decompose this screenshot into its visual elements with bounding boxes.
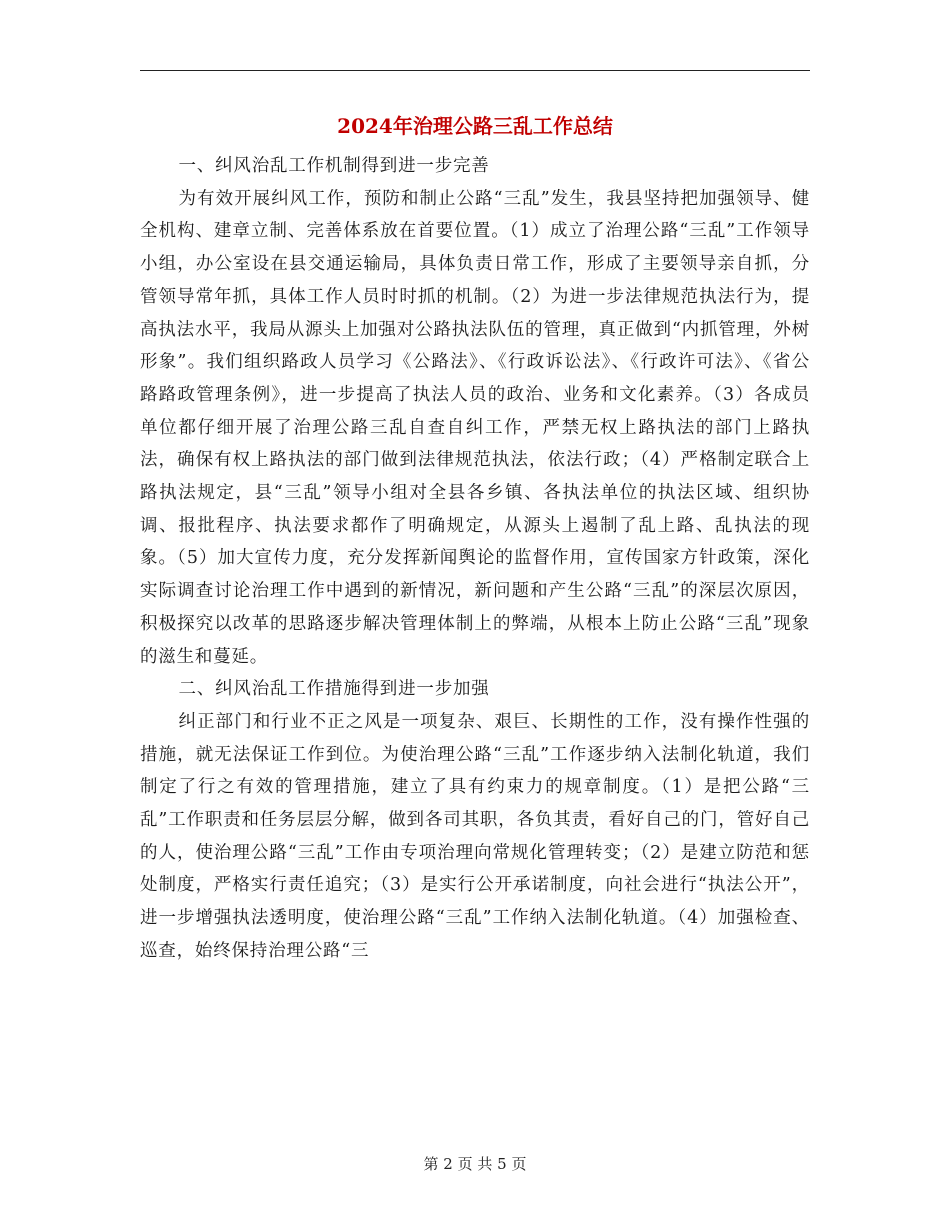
body-paragraph-2: 纠正部门和行业不正之风是一项复杂、艰巨、长期性的工作，没有操作性强的措施，就无法保证工作到位。为使治理公路“三乱”工作逐步纳入法制化轨道，我们制定了行之有效的管理措施，建立了具有约束力的规章制度。（1）是把公路“三乱”工作职责和任务层层分解，做到各司其职，各负其责，看好自己的门，管好自己的人，使治理公路“三乱”工作由专项治理向常规化管理转变；（2）是建立防范和惩处制度，严格实行责任追究；（3）是实行公开承诺制度，向社会进行“执法公开”，进一步增强执法透明度，使治理公路“三乱”工作纳入法制化轨道。（4）加强检查、巡查，始终保持治理公路“三 [140, 711, 810, 961]
section-heading-1: 一、纠风治乱工作机制得到进一步完善 [178, 156, 490, 176]
document-body [140, 150, 810, 968]
body-paragraph-1: 为有效开展纠风工作，预防和制止公路“三乱”发生，我县坚持把加强领导、健全机构、建章立制、完善体系放在首要位置。（1）成立了治理公路“三乱”工作领导小组，办公室设在县交通运输局，具体负责日常工作，形成了主要领导亲自抓，分管领导常年抓，具体工作人员时时抓的机制。（2）为进一步法律规范执法行为，提高执法水平，我局从源头上加强对公路执法队伍的管理，真正做到“内抓管理，外树形象”。我们组织路政人员学习《公路法》、《行政诉讼法》、《行政许可法》、《省公路路政管理条例》，进一步提高了执法人员的政治、业务和文化素养。（3）各成员单位都仔细开展了治理公路三乱自查自纠工作，严禁无权上路执法的部门上路执法，确保有权上路执法的部门做到法律规范执法，依法行政；（4）严格制定联合上路执法规定，县“三乱”领导小组对全县各乡镇、各执法单位的执法区域、组织协调、报批程序、执法要求都作了明确规定，从源头上遏制了乱上路、乱执法的现象。（5）加大宣传力度，充分发挥新闻舆论的监督作用，宣传国家方针政策，深化实际调查讨论治理工作中遇到的新情况，新问题和产生公路“三乱”的深层次原因，积极探究以改革的思路逐步解决管理体制上的弊端，从根本上防止公路“三乱”现象的滋生和蔓延。 [140, 188, 810, 667]
page-number: 第 2 页 共 5 页 [423, 1155, 527, 1173]
header-rule [140, 70, 810, 71]
document-title: 2024年治理公路三乱工作总结 [337, 114, 613, 138]
section-heading-2: 二、纠风治乱工作措施得到进一步加强 [178, 679, 490, 700]
